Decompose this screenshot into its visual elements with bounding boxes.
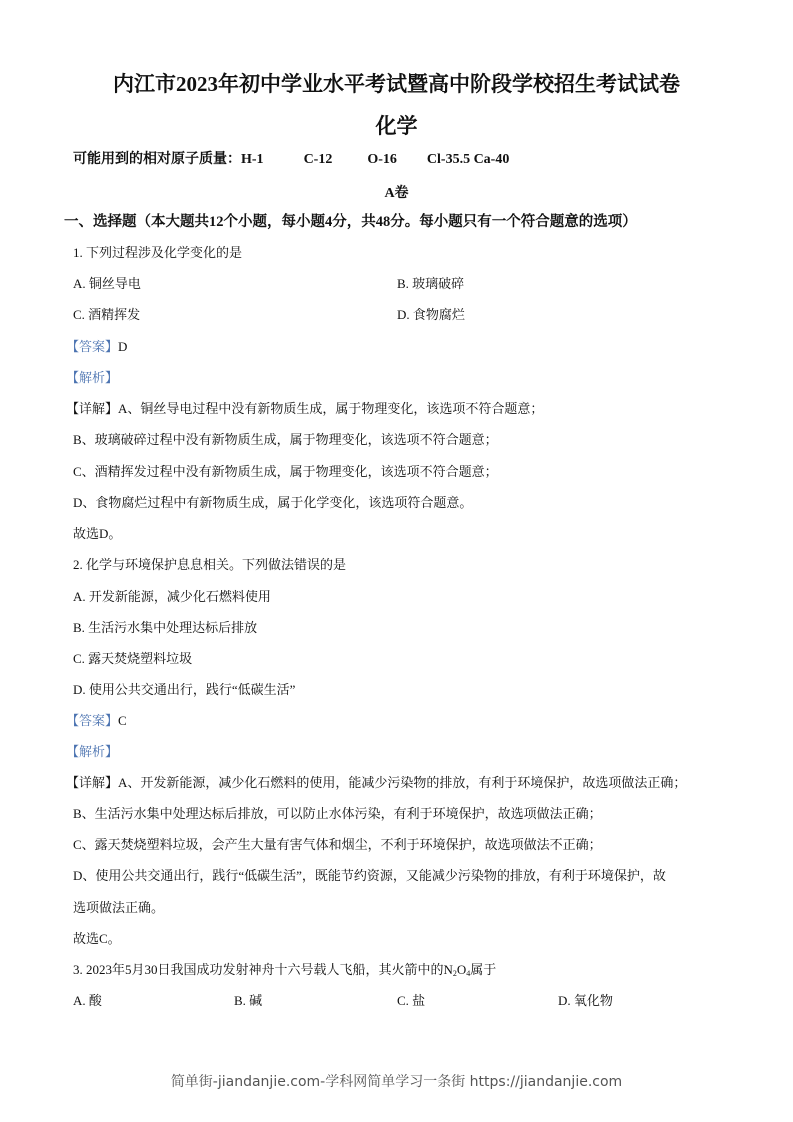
q2-option-c: C. 露天焚烧塑料垃圾 [73, 651, 193, 666]
q3-option-b: B. 碱 [234, 993, 263, 1008]
q3-stem-text: 属于 [470, 962, 497, 977]
q2-detail-4: D、使用公共交通出行，践行“低碳生活”，既能节约资源，又能减少污染物的排放，有利于环境保护，故 [73, 868, 666, 883]
q1-detail-3: C、酒精挥发过程中没有新物质生成，属于物理变化，该选项不符合题意； [73, 464, 498, 479]
q3-option-c: C. 盐 [397, 993, 426, 1008]
answer-value: D [118, 339, 128, 354]
q3-option-d: D. 氧化物 [558, 993, 613, 1008]
footer-watermark: 简单街-jiandanjie.com-学科网简单学习一条街 https://jiandanjie.com [170, 1074, 623, 1090]
detail-text: A、铜丝导电过程中没有新物质生成，属于物理变化，该选项不符合题意； [118, 401, 544, 416]
answer-value: C [118, 713, 127, 728]
q2-option-b: B. 生活污水集中处理达标后排放 [73, 620, 258, 635]
q2-detail-2: B、生活污水集中处理达标后排放，可以防止水体污染，有利于环境保护，故选项做法正确； [73, 806, 602, 821]
section-heading: 一、选择题（本大题共12个小题，每小题4分，共48分。每小题只有一个符合题意的选项） [64, 214, 637, 230]
subject-title: 化学 [375, 114, 418, 138]
q3-option-a: A. 酸 [73, 993, 102, 1008]
mass-c: C-12 [303, 152, 333, 167]
q3-stem-text: 3. 2023年5月30日我国成功发射神舟十六号载人飞船，其火箭中的N [73, 962, 453, 977]
answer-label: 【答案】 [66, 339, 119, 354]
q1-answer [66, 339, 127, 355]
section-a: A卷 [384, 186, 409, 201]
q2-option-d: D. 使用公共交通出行，践行“低碳生活” [73, 682, 296, 697]
detail-label: 【详解】 [66, 401, 119, 416]
mass-cl-ca: Cl-35.5 Ca-40 [426, 152, 510, 167]
subscript: 4 [466, 969, 471, 978]
mass-h: H-1 [241, 152, 264, 167]
detail-text: A、开发新能源，减少化石燃料的使用，能减少污染物的排放，有利于环境保护，故选项做法正确； [118, 775, 687, 790]
atomic-mass-label: 可能用到的相对原子质量： [73, 152, 241, 167]
q2-detail-5: 选项做法正确。 [73, 900, 165, 915]
q1-detail-4: D、食物腐烂过程中有新物质生成，属于化学变化，该选项符合题意。 [73, 495, 473, 510]
q1-detail-1 [66, 401, 543, 417]
q1-option-b: B. 玻璃破碎 [397, 276, 465, 291]
q1-option-d: D. 食物腐烂 [397, 307, 465, 322]
q2-answer [66, 713, 127, 729]
exam-title: 内江市2023年初中学业水平考试暨高中阶段学校招生考试试卷 [113, 72, 680, 96]
q1-analysis-label: 【解析】 [66, 370, 119, 385]
q2-option-a: A. 开发新能源，减少化石燃料使用 [73, 589, 271, 604]
subscript: 2 [452, 969, 457, 978]
q1-detail-2: B、玻璃破碎过程中没有新物质生成，属于物理变化，该选项不符合题意； [73, 432, 498, 447]
atomic-masses [73, 152, 509, 168]
q1-conclusion: 故选D。 [73, 526, 122, 541]
q2-analysis-label: 【解析】 [66, 744, 119, 759]
answer-label: 【答案】 [66, 713, 119, 728]
q1-stem: 1. 下列过程涉及化学变化的是 [73, 245, 243, 260]
q1-option-a: A. 铜丝导电 [73, 276, 141, 291]
q3-stem-text: O [456, 962, 467, 977]
q2-conclusion: 故选C。 [73, 931, 121, 946]
q2-detail-1 [66, 775, 686, 791]
mass-o: O-16 [367, 152, 397, 167]
q2-stem: 2. 化学与环境保护息息相关。下列做法错误的是 [73, 557, 347, 572]
detail-label: 【详解】 [66, 775, 119, 790]
q2-detail-3: C、露天焚烧塑料垃圾，会产生大量有害气体和烟尘，不利于环境保护，故选项做法不正确； [73, 837, 602, 852]
q3-stem [73, 962, 496, 978]
q1-option-c: C. 酒精挥发 [73, 307, 141, 322]
